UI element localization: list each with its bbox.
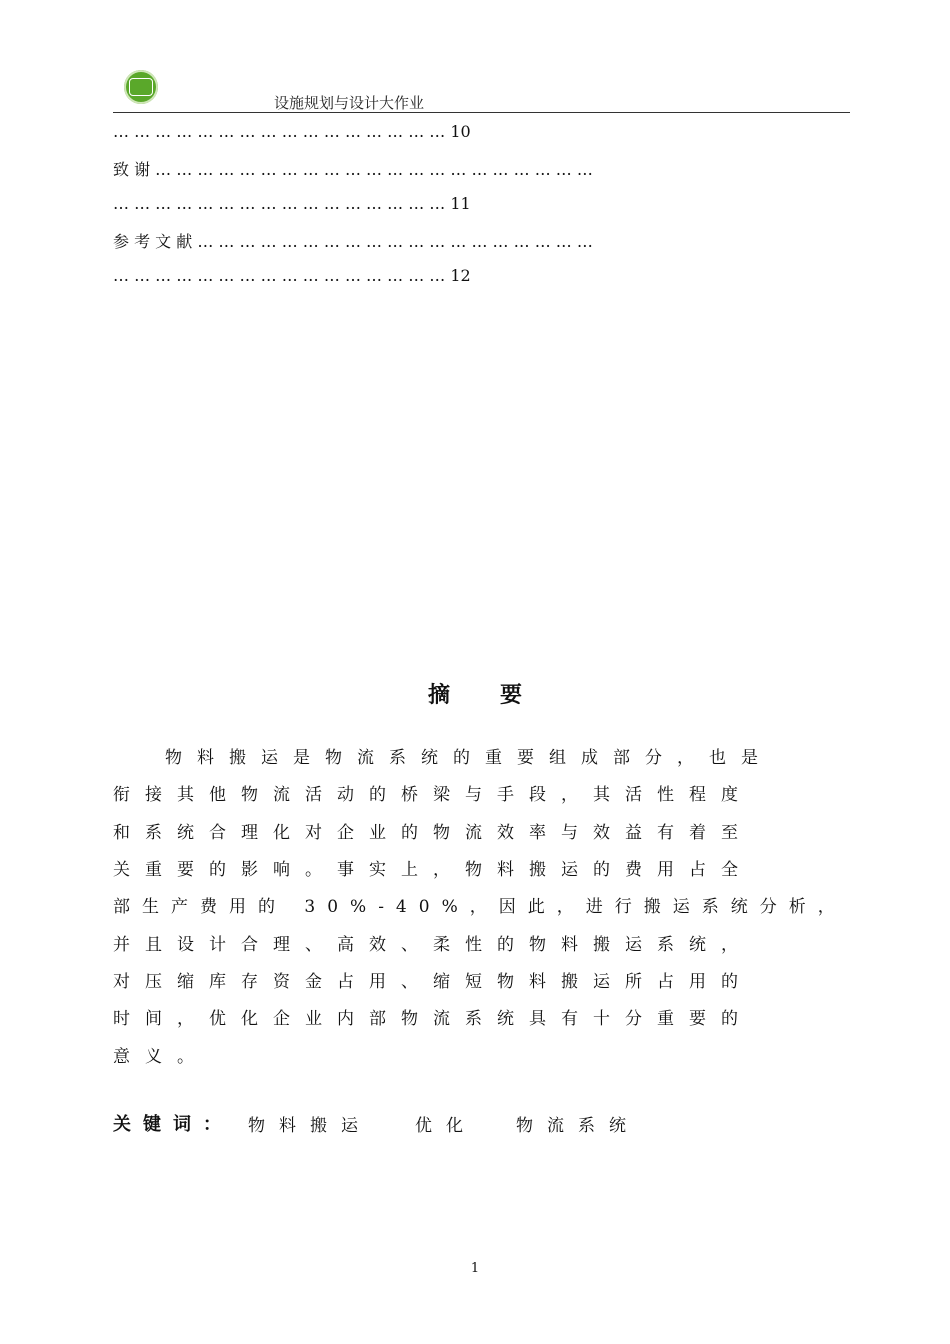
toc-line-acknowledgement: 致 谢 … … … … … … … … … … … … … … … … … … … … … <box>113 160 593 179</box>
abstract-line: 对压缩库存资金占用、缩短物料搬运所占用的 <box>113 972 753 992</box>
page-number: 1 <box>470 1261 480 1276</box>
abstract-line: 衔接其他物流活动的桥梁与手段，其活性程度 <box>113 785 753 805</box>
keyword-item: 优化 <box>415 1116 477 1136</box>
abstract-heading: 摘要 <box>427 682 572 708</box>
abstract-line: 时间，优化企业内部物流系统具有十分重要的 <box>113 1009 753 1029</box>
logo-mark <box>129 78 153 96</box>
toc-line: … … … … … … … … … … … … … … … … 12 <box>113 266 471 285</box>
toc-line: … … … … … … … … … … … … … … … … 11 <box>113 194 471 213</box>
abstract-line: 部生产费用的 30%-40%，因此，进行搬运系统分析， <box>113 897 847 917</box>
abstract-line: 和系统合理化对企业的物流效率与效益有着至 <box>113 823 753 843</box>
header-divider <box>113 112 850 113</box>
abstract-line: 关重要的影响。事实上，物料搬运的费用占全 <box>113 860 753 880</box>
abstract-line: 并且设计合理、高效、柔性的物料搬运系统， <box>113 935 753 955</box>
toc-line-references: 参 考 文 献 … … … … … … … … … … … … … … … … … … … <box>113 232 593 251</box>
keyword-item: 物料搬运 <box>248 1116 372 1136</box>
header-title: 设施规划与设计大作业 <box>274 94 425 112</box>
toc-line: … … … … … … … … … … … … … … … … 10 <box>113 122 471 141</box>
keywords-label: 关键词： <box>113 1114 233 1135</box>
keyword-item: 物流系统 <box>516 1116 640 1136</box>
abstract-line: 意义。 <box>113 1047 209 1067</box>
abstract-line: 物料搬运是物流系统的重要组成部分，也是 <box>165 748 773 768</box>
logo-icon <box>124 70 158 104</box>
